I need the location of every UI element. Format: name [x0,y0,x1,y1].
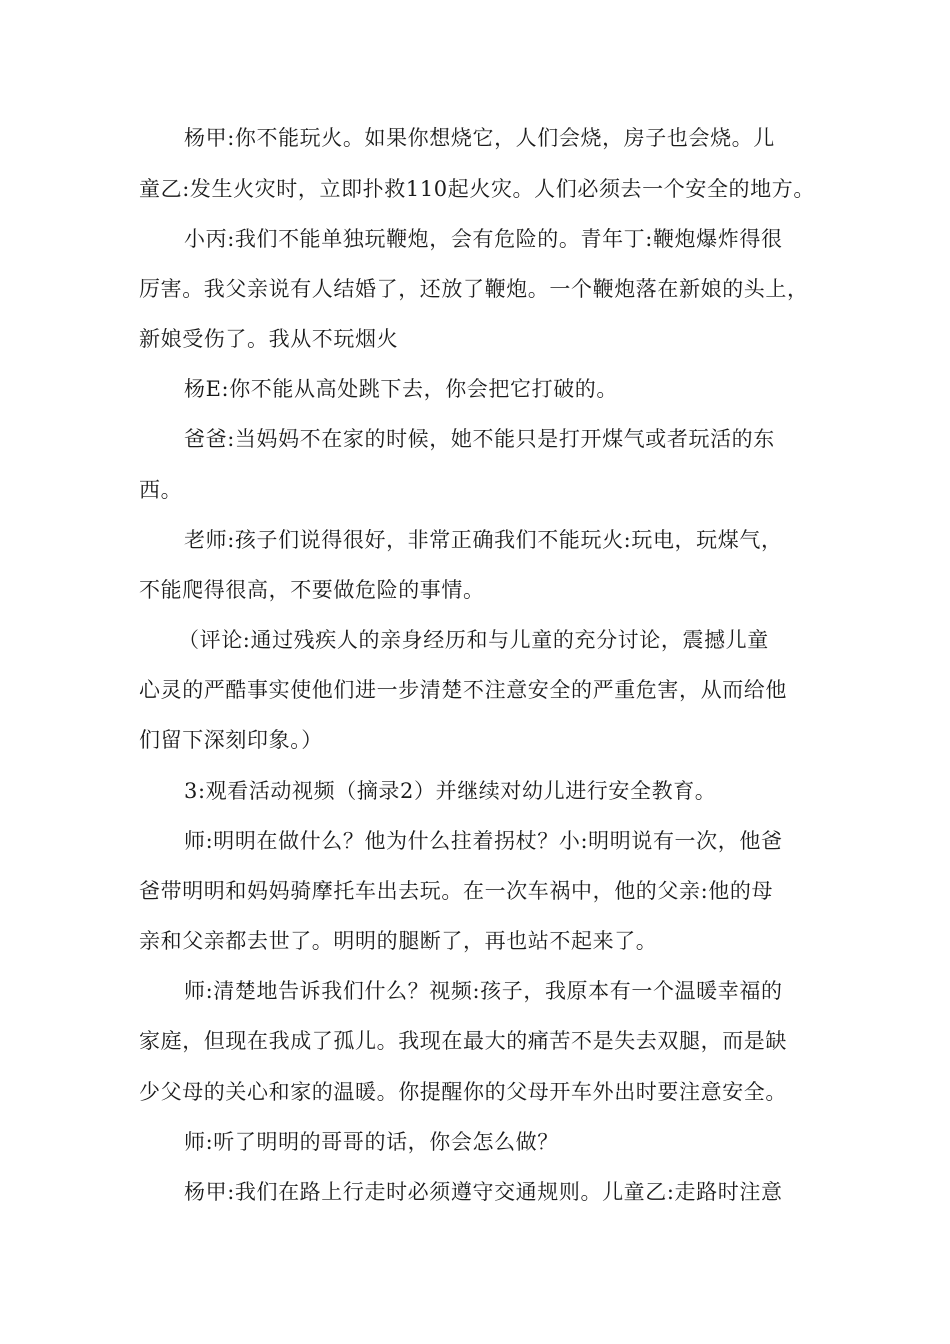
text-line: 老师:孩子们说得很好，非常正确我们不能玩火:玩电，玩煤气， [184,528,783,552]
text-line: 杨甲:我们在路上行走时必须遵守交通规则。儿童乙:走路时注意 [184,1180,783,1204]
text-line: 师:听了明明的哥哥的话，你会怎么做？ [184,1130,559,1154]
text-line: 西。 [139,478,183,502]
text-line: 厉害。我父亲说有人结婚了，还放了鞭炮。一个鞭炮落在新娘的头上， [139,277,809,301]
text-line: 不能爬得很高，不要做危险的事情。 [139,578,485,602]
text-line: 爸带明明和妈妈骑摩托车出去玩。在一次车祸中，他的父亲:他的母 [139,879,774,903]
text-line: 们留下深刻印象。） [139,728,323,752]
text-line: 心灵的严酷事实使他们进一步清楚不注意安全的严重危害，从而给他 [139,678,787,702]
text-line: 小丙:我们不能单独玩鞭炮，会有危险的。青年丁:鞭炮爆炸得很 [184,227,783,251]
text-line: 童乙:发生火灾时，立即扑救110起火灾。人们必须去一个安全的地方。 [139,177,815,201]
text-line: 家庭，但现在我成了孤儿。我现在最大的痛苦不是失去双腿，而是缺 [139,1029,787,1053]
text-line: 杨甲:你不能玩火。如果你想烧它，人们会烧，房子也会烧。儿 [184,126,775,150]
text-line: 3:观看活动视频（摘录2）并继续对幼儿进行安全教育。 [184,779,717,803]
text-line: 少父母的关心和家的温暖。你提醒你的父母开车外出时要注意安全。 [139,1080,787,1104]
text-line: 师:明明在做什么？他为什么拄着拐杖？小:明明说有一次，他爸 [184,829,783,853]
text-line: 亲和父亲都去世了。明明的腿断了，再也站不起来了。 [139,929,658,953]
text-line: （评论:通过残疾人的亲身经历和与儿童的充分讨论，震撼儿童 [178,628,769,652]
text-line: 爸爸:当妈妈不在家的时候，她不能只是打开煤气或者玩活的东 [184,427,775,451]
text-line: 新娘受伤了。我从不玩烟火 [139,327,399,351]
text-line: 师:清楚地告诉我们什么？视频:孩子，我原本有一个温暖幸福的 [184,979,783,1003]
text-line: 杨E:你不能从高处跳下去，你会把它打破的。 [184,377,619,401]
